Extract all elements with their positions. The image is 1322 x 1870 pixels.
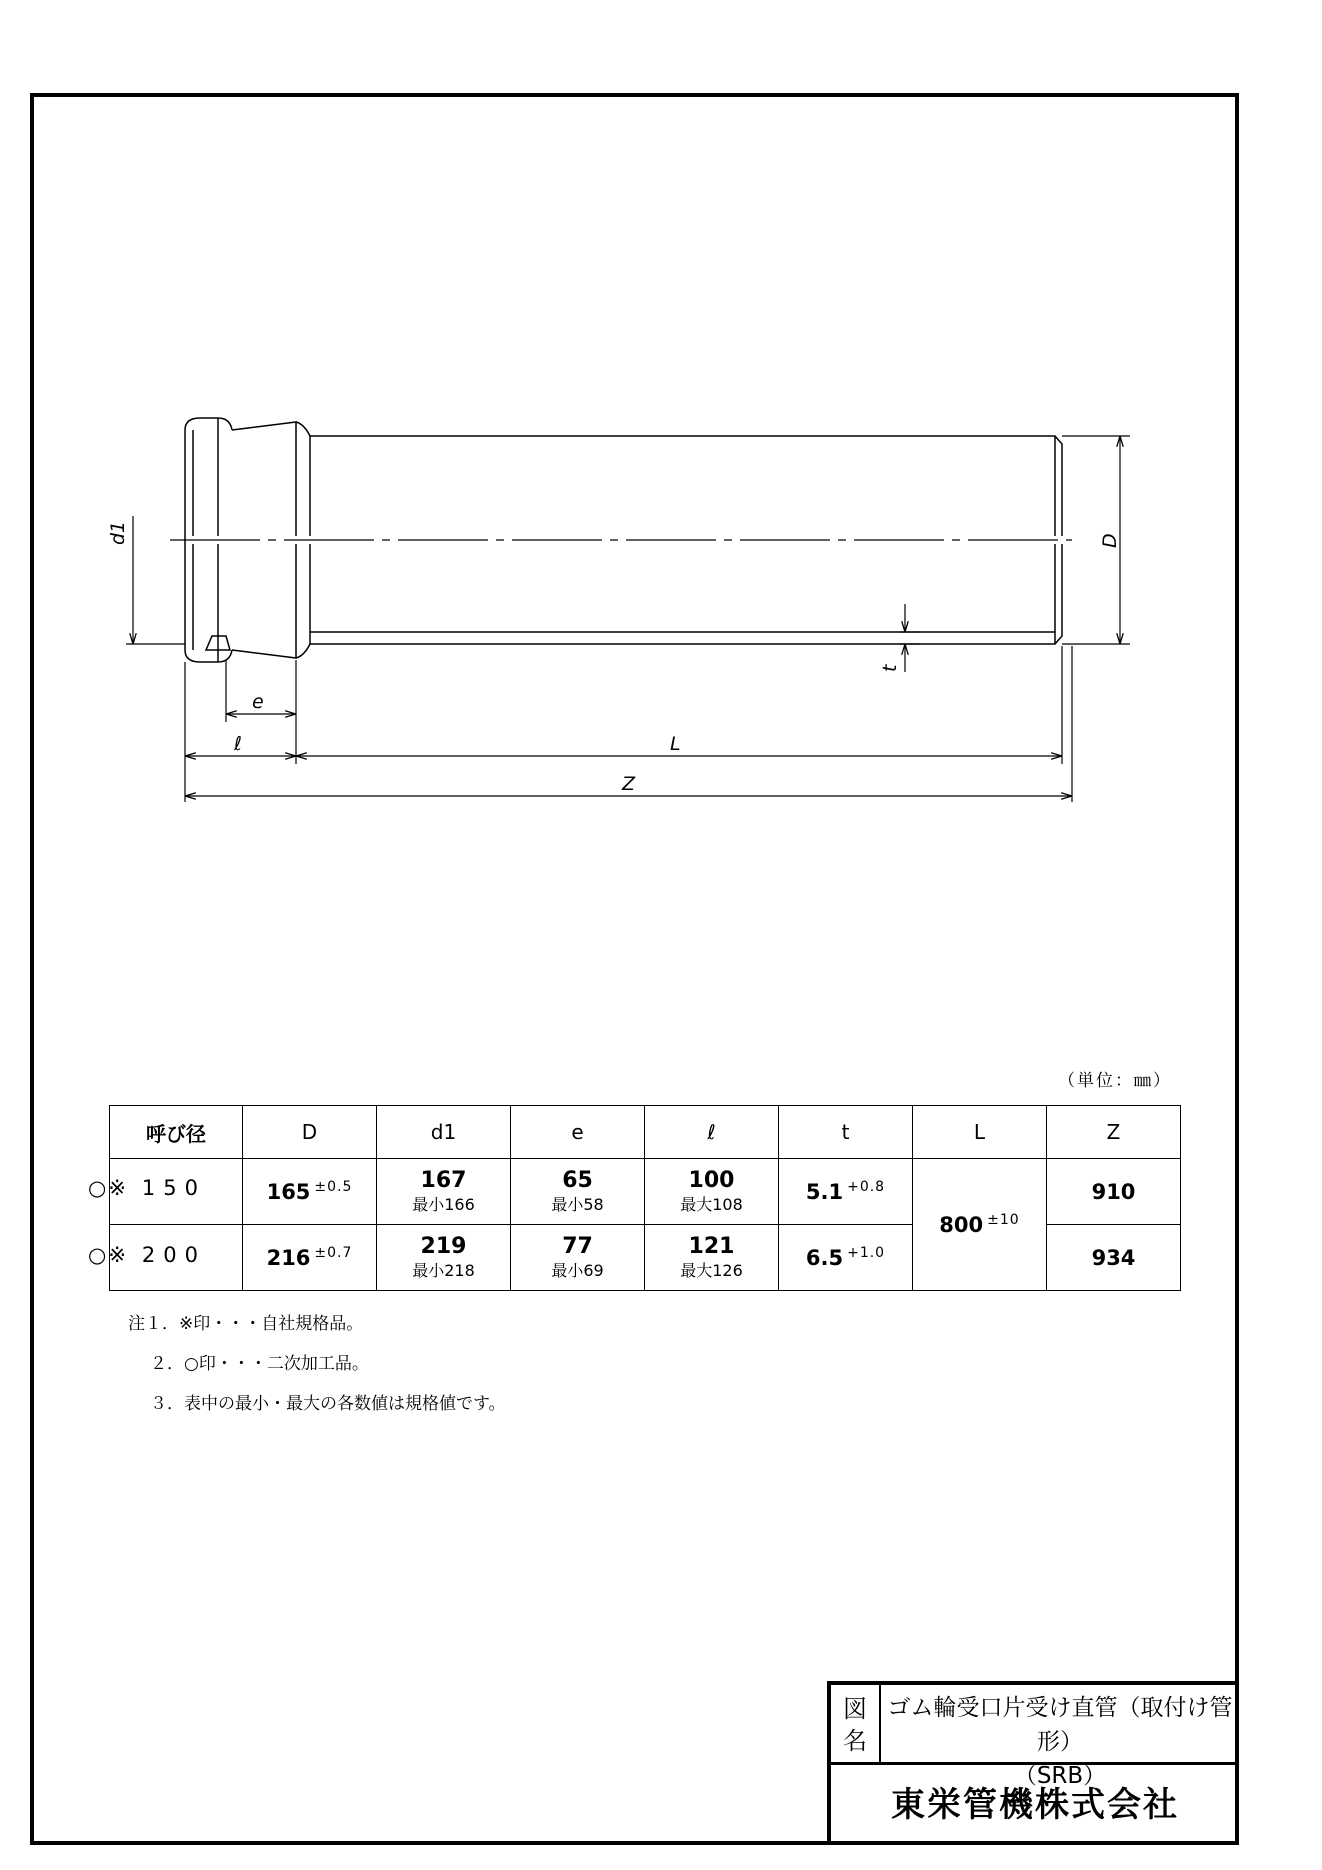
label-t: t [879, 664, 901, 672]
note-2: ２．○印・・・二次加工品。 [150, 1354, 369, 1374]
dim-d1 [126, 516, 185, 644]
tolerance: ±0.7 [314, 1245, 353, 1261]
unit-note: （単位：㎜） [1058, 1071, 1172, 1091]
cell-L: 800 $^{\pm 10}$ [913, 1159, 1047, 1291]
note-1: 注１．※印・・・自社規格品。 [128, 1314, 364, 1334]
header-e: e [511, 1106, 645, 1159]
cell-d1: 167 最小166 [377, 1159, 511, 1225]
header-nominal: 呼び径 [110, 1106, 243, 1159]
cell-t: 5.1 $^{+0.8}$ [779, 1159, 913, 1225]
spec-table [109, 1105, 1181, 1291]
tolerance: ±0.5 [314, 1179, 353, 1195]
table-row [110, 1159, 1181, 1225]
dim-t [900, 604, 920, 672]
cell-l: 121 最大126 [645, 1225, 779, 1291]
note-3: ３．表中の最小・最大の各数値は規格値です。 [150, 1394, 506, 1414]
table-header-row [110, 1106, 1181, 1159]
title-block [827, 1681, 1239, 1845]
label-l: ℓ [234, 733, 242, 755]
row-label-200: ○※ 200 [88, 1243, 207, 1267]
header-d1: d1 [377, 1106, 511, 1159]
tolerance: ±10 [987, 1212, 1020, 1228]
title-block-key: 図 名 [831, 1685, 881, 1765]
tolerance: +1.0 [847, 1245, 886, 1261]
row-label-150: ○※ 150 [88, 1176, 207, 1200]
label-e: e [252, 691, 264, 713]
notes [128, 1304, 506, 1424]
header-l: ℓ [645, 1106, 779, 1159]
header-t: t [779, 1106, 913, 1159]
label-L: L [670, 733, 681, 755]
header-Z: Z [1047, 1106, 1181, 1159]
cell-d1: 219 最小218 [377, 1225, 511, 1291]
cell-Z: 910 [1047, 1159, 1181, 1225]
cell-D: 165 $^{\pm 0.5}$ [243, 1159, 377, 1225]
drawing-name: ゴム輪受口片受け直管（取付け管形） （SRB） [881, 1685, 1239, 1765]
cell-t: 6.5 $^{+1.0}$ [779, 1225, 913, 1291]
header-D: D [243, 1106, 377, 1159]
company-name: 東栄管機株式会社 [891, 1785, 1179, 1825]
cell-Z: 934 [1047, 1225, 1181, 1291]
cell-D: 216 $^{\pm 0.7}$ [243, 1225, 377, 1291]
cell-e: 65 最小58 [511, 1159, 645, 1225]
header-L: L [913, 1106, 1047, 1159]
cell-l: 100 最大108 [645, 1159, 779, 1225]
label-d1: d1 [107, 520, 129, 545]
label-Z: Z [622, 773, 636, 795]
label-D: D [1099, 533, 1121, 548]
cell-e: 77 最小69 [511, 1225, 645, 1291]
tolerance: +0.8 [847, 1179, 886, 1195]
